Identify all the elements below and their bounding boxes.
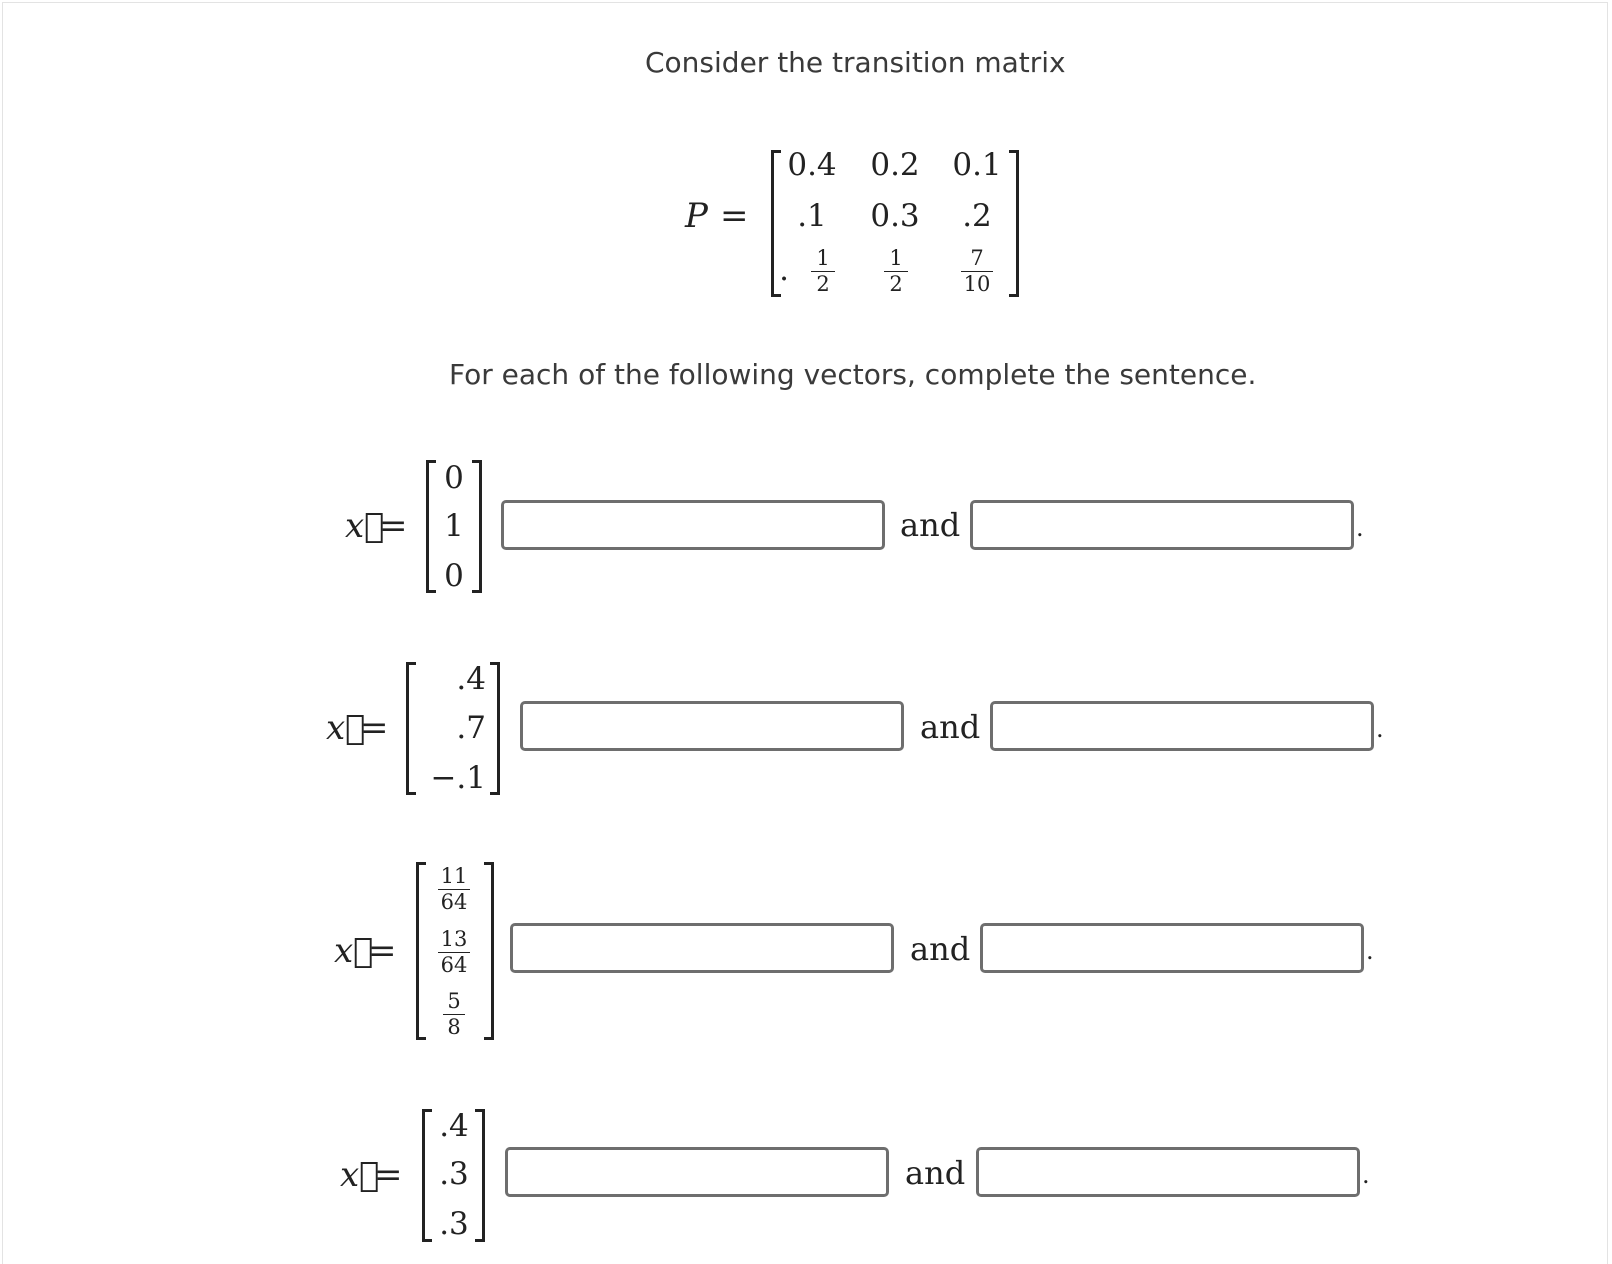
- answer-input-2a[interactable]: [520, 701, 904, 751]
- vector-entry: .3: [439, 1156, 469, 1192]
- sentence-period: .: [1356, 514, 1364, 542]
- matrix-fraction: 1 2: [884, 248, 908, 295]
- and-text: and: [910, 930, 971, 968]
- and-text: and: [905, 1154, 966, 1192]
- vector-fraction: 5 8: [443, 991, 465, 1038]
- vector-left-bracket: [406, 662, 416, 795]
- intro-text: Consider the transition matrix: [645, 46, 1066, 79]
- matrix-fraction: 1 2: [811, 248, 835, 295]
- matrix-cell: 0.2: [870, 147, 920, 183]
- sentence-period: .: [1366, 937, 1374, 965]
- matrix-cell: .1: [797, 198, 827, 234]
- and-text: and: [920, 708, 981, 746]
- answer-input-1b[interactable]: [970, 500, 1354, 550]
- page-frame: [2, 2, 1608, 1264]
- vector-label: x⃗: [340, 1155, 380, 1195]
- answer-input-3a[interactable]: [510, 923, 894, 973]
- vector-label: x⃗: [334, 931, 374, 971]
- vector-fraction: 13 64: [438, 929, 470, 976]
- matrix-cell: 0.4: [787, 147, 837, 183]
- vector-fraction: 11 64: [438, 866, 470, 913]
- vector-label: x⃗: [326, 708, 366, 748]
- vector-entry: .4: [439, 1108, 469, 1144]
- vector-right-bracket: [490, 662, 500, 795]
- answer-input-3b[interactable]: [980, 923, 1364, 973]
- vector-label: x⃗: [345, 506, 385, 546]
- and-text: and: [900, 506, 961, 544]
- vector-entry: .3: [439, 1206, 469, 1242]
- vector-right-bracket: [472, 460, 482, 593]
- answer-input-4a[interactable]: [505, 1147, 889, 1197]
- vector-entry: 0: [444, 558, 464, 594]
- matrix-equals: =: [720, 196, 749, 236]
- matrix-name: P: [685, 196, 708, 236]
- vector-entry: .4: [456, 661, 486, 697]
- vector-right-bracket: [475, 1109, 485, 1242]
- vector-entry: .7: [456, 710, 486, 746]
- answer-input-4b[interactable]: [976, 1147, 1360, 1197]
- matrix-cell: 0.3: [870, 198, 920, 234]
- vector-equals: =: [368, 931, 397, 971]
- answer-input-1a[interactable]: [501, 500, 885, 550]
- vector-equals: =: [360, 708, 389, 748]
- vector-entry: −.1: [430, 760, 486, 796]
- matrix-cell: .2: [962, 198, 992, 234]
- matrix-cell: 0.1: [952, 147, 1002, 183]
- instruction-text: For each of the following vectors, complete the sentence.: [449, 358, 1257, 391]
- vector-left-bracket: [416, 862, 426, 1040]
- matrix-right-bracket: [1009, 150, 1019, 297]
- vector-entry: 1: [444, 508, 464, 544]
- sentence-period: .: [1376, 715, 1384, 743]
- vector-left-bracket: [426, 460, 436, 593]
- answer-input-2b[interactable]: [990, 701, 1374, 751]
- matrix-stray-dot: .: [779, 252, 789, 288]
- matrix-fraction: 7 10: [961, 248, 993, 295]
- vector-equals: =: [379, 506, 408, 546]
- vector-right-bracket: [484, 862, 494, 1040]
- vector-left-bracket: [422, 1109, 432, 1242]
- sentence-period: .: [1362, 1161, 1370, 1189]
- vector-entry: 0: [444, 460, 464, 496]
- vector-equals: =: [374, 1155, 403, 1195]
